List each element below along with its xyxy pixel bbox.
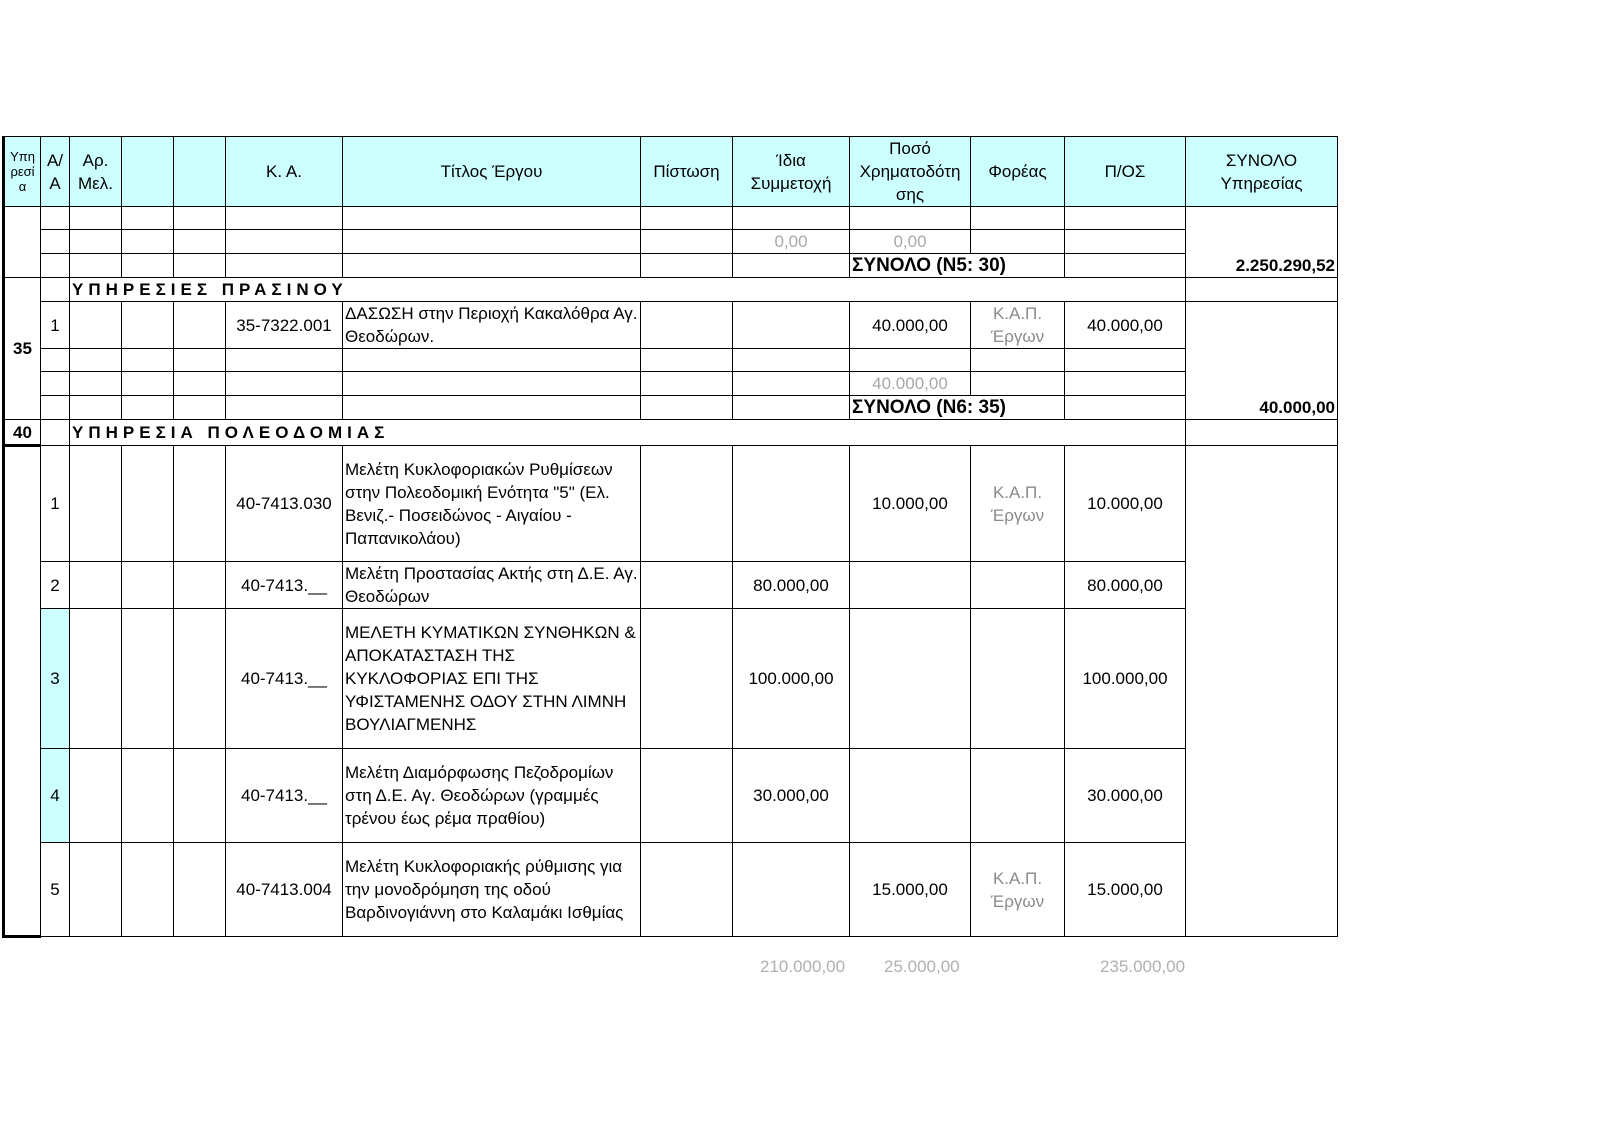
row-title: Μελέτη Διαμόρφωσης Πεζοδρομίων στη Δ.Ε. Αγ. Θεοδώρων (γραμμές τρένου έως ρέμα πραθίου): [343, 749, 641, 843]
footer-pos-sum: 235.000,00: [1100, 957, 1186, 976]
section-title-35: ΥΠΗΡΕΣΙΕΣ ΠΡΑΣΙΝΟΥ: [70, 278, 1186, 302]
table-row: [4, 396, 1338, 420]
row-title: Μελέτη Προστασίας Ακτής στη Δ.Ε. Αγ. Θεοδώρων: [343, 562, 641, 609]
header-synolo: ΣΥΝΟΛΟ Υπηρεσίας: [1186, 137, 1338, 207]
row-idia: [733, 446, 850, 562]
row-poso: 10.000,00: [850, 446, 971, 562]
row-idia: 80.000,00: [733, 562, 850, 609]
header-pos: Π/ΟΣ: [1065, 137, 1186, 207]
row-foreas: [971, 562, 1065, 609]
header-ka: Κ. Α.: [226, 137, 343, 207]
table-row: [4, 562, 1338, 609]
row-foreas: [971, 749, 1065, 843]
table-row: [4, 302, 1338, 349]
header-pistosi: Πίστωση: [641, 137, 733, 207]
row-ka: 35-7322.001: [226, 302, 343, 349]
poso-sum: 0,00: [850, 230, 971, 254]
service-total-40: [1186, 446, 1338, 937]
header-title: Τίτλος Έργου: [343, 137, 641, 207]
row-aa: 4: [41, 749, 70, 843]
row-poso: [850, 609, 971, 749]
service-cell-40: [4, 446, 41, 937]
section-row: [4, 420, 1338, 446]
table-row: [4, 207, 1338, 230]
row-title: ΜΕΛΕΤΗ ΚΥΜΑΤΙΚΩΝ ΣΥΝΘΗΚΩΝ & ΑΠΟΚΑΤΑΣΤΑΣΗ ΤΗΣ ΚΥΚΛΟΦΟΡΙΑΣ ΕΠΙ ΤΗΣ ΥΦΙΣΤΑΜΕΝΗΣ ΟΔΟΥ ΣΤΗΝ ΛΙΜΝΗ ΒΟΥΛΙΑΓΜΕΝΗΣ: [343, 609, 641, 749]
row-poso: [850, 562, 971, 609]
row-idia: [733, 302, 850, 349]
header-row: [4, 137, 1338, 207]
row-title: Μελέτη Κυκλοφοριακής ρύθμισης για την μονοδρόμηση της οδού Βαρδινογιάννη στο Καλαμάκι Ισθμίας: [343, 843, 641, 937]
projects-table: [2, 136, 1338, 938]
row-pos: 15.000,00: [1065, 843, 1186, 937]
total-label-30: ΣΥΝΟΛΟ (Ν5: 30): [850, 254, 1065, 278]
table-row: [4, 446, 1338, 562]
table-row: [4, 843, 1338, 937]
table-row: [4, 349, 1338, 372]
table-row: [4, 254, 1338, 278]
header-ar-mel: Αρ. Μελ.: [70, 137, 122, 207]
header-empty-2: [174, 137, 226, 207]
row-foreas: Κ.Α.Π. Έργων: [971, 843, 1065, 937]
table-row: [4, 230, 1338, 254]
poso-sum-35: 40.000,00: [850, 372, 971, 396]
section-title-40: ΥΠΗΡΕΣΙΑ ΠΟΛΕΟΔΟΜΙΑΣ: [70, 420, 1186, 446]
row-title: Μελέτη Κυκλοφοριακών Ρυθμίσεων στην Πολεοδομική Ενότητα "5" (Ελ. Βενιζ.- Ποσειδώνος - Αιγαίου - Παπανικολάου): [343, 446, 641, 562]
row-foreas: Κ.Α.Π. Έργων: [971, 302, 1065, 349]
row-aa: 1: [41, 446, 70, 562]
header-aa: Α/ Α: [41, 137, 70, 207]
table-row: [4, 609, 1338, 749]
service-total-30: 2.250.290,52: [1186, 207, 1338, 278]
row-pos: 40.000,00: [1065, 302, 1186, 349]
header-service: Υπη ρεσί α: [4, 137, 41, 207]
row-aa: 5: [41, 843, 70, 937]
total-label-35: ΣΥΝΟΛΟ (Ν6: 35): [850, 396, 1065, 420]
idia-sum: 0,00: [733, 230, 850, 254]
row-pos: 10.000,00: [1065, 446, 1186, 562]
row-aa: 2: [41, 562, 70, 609]
service-code-35: 35: [4, 278, 41, 420]
row-pos: 100.000,00: [1065, 609, 1186, 749]
row-foreas: [971, 609, 1065, 749]
footer-idia-sum: 210.000,00: [760, 957, 846, 976]
service-cell-30: [4, 207, 41, 278]
header-poso: Ποσό Χρηματοδότη σης: [850, 137, 971, 207]
row-title: ΔΑΣΩΣΗ στην Περιοχή Κακαλόθρα Αγ. Θεοδώρων.: [343, 302, 641, 349]
section-row: [4, 278, 1338, 302]
service-code-40: 40: [4, 420, 41, 446]
row-ka: 40-7413.004: [226, 843, 343, 937]
row-ka: 40-7413.__: [226, 609, 343, 749]
row-idia: [733, 843, 850, 937]
row-foreas: Κ.Α.Π. Έργων: [971, 446, 1065, 562]
row-aa: 3: [41, 609, 70, 749]
table-row: [4, 749, 1338, 843]
header-foreas: Φορέας: [971, 137, 1065, 207]
service-total-35: 40.000,00: [1186, 302, 1338, 420]
footer-poso-sum: 25.000,00: [884, 957, 960, 976]
row-ka: 40-7413.__: [226, 749, 343, 843]
row-poso: [850, 749, 971, 843]
table-row: [4, 372, 1338, 396]
row-aa: 1: [41, 302, 70, 349]
row-idia: 30.000,00: [733, 749, 850, 843]
row-idia: 100.000,00: [733, 609, 850, 749]
row-poso: 40.000,00: [850, 302, 971, 349]
row-ka: 40-7413.030: [226, 446, 343, 562]
row-pos: 30.000,00: [1065, 749, 1186, 843]
header-idia: Ίδια Συμμετοχή: [733, 137, 850, 207]
row-ka: 40-7413.__: [226, 562, 343, 609]
header-empty-1: [122, 137, 174, 207]
row-poso: 15.000,00: [850, 843, 971, 937]
row-pos: 80.000,00: [1065, 562, 1186, 609]
